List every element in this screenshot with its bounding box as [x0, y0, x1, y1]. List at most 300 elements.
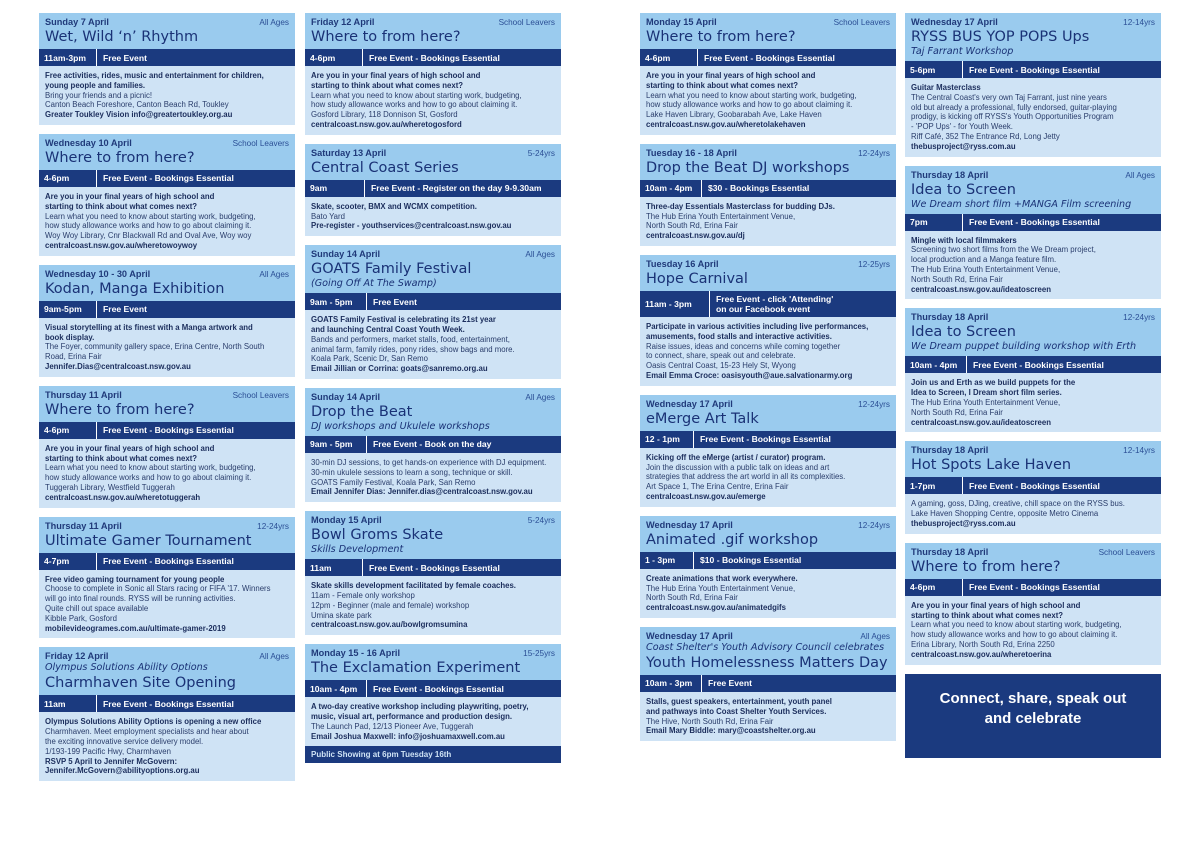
event-text-line: Screening two short films from the We Dream project,	[911, 245, 1096, 255]
event-description	[640, 66, 896, 135]
event-text-line: starting to think about what comes next?	[45, 201, 198, 211]
event-date: Saturday 13 April	[311, 147, 387, 158]
event-time: 10am - 4pm	[305, 680, 367, 697]
event-header	[640, 144, 896, 180]
event-description	[905, 596, 1161, 665]
event-contact-link[interactable]: centralcoast.nsw.gov.au/dj	[646, 231, 745, 241]
event-booking: Free Event - Bookings Essential	[103, 173, 234, 184]
event-title: Animated .gif workshop	[646, 531, 819, 548]
event-title: Where to from here?	[911, 558, 1061, 575]
event-booking: Free Event - Bookings Essential	[704, 52, 835, 63]
event-info-bar	[640, 552, 896, 569]
event-header	[305, 511, 561, 559]
event-text-line: Skate, scooter, BMX and WCMX competition.	[311, 201, 477, 211]
event-contact-link[interactable]: centralcoast.nsw.gov.au/wheretogosford	[311, 119, 462, 129]
event-date: Thursday 11 April	[45, 389, 122, 400]
event-contact-link[interactable]: Pre-register - youthservices@centralcoast.nsw.gov.au	[311, 221, 512, 231]
event-time: 9am-5pm	[39, 301, 97, 318]
event-footnote: Public Showing at 6pm Tuesday 16th	[305, 746, 561, 763]
event-text-line: amusements, food stalls and interactive activities.	[646, 331, 832, 341]
event-text-line: Lake Haven Shopping Centre, opposite Metro Cinema	[911, 509, 1099, 519]
event-contact-link[interactable]: centralcoast.nsw.gov.au/emerge	[646, 491, 766, 501]
age-tag: School Leavers	[1098, 547, 1155, 557]
event-text-line: starting to think about what comes next?	[911, 610, 1064, 620]
event-text-line: Umina skate park	[311, 610, 372, 620]
age-tag: All Ages	[259, 652, 289, 662]
event-text-line: Learn what you need to know about starting work, budgeting,	[45, 463, 256, 473]
event-info-bar	[305, 49, 561, 66]
event-text-line: Are you in your final years of high school and	[45, 443, 215, 453]
event-time: 11am - 3pm	[640, 291, 710, 317]
event-text-line: Oasis Central Coast, 15-23 Hely St, Wyong	[646, 361, 796, 371]
event-time: 10am - 3pm	[640, 675, 702, 692]
event-info-bar	[305, 180, 561, 197]
event-header	[905, 543, 1161, 579]
event-title: Youth Homelessness Matters Day	[646, 654, 888, 671]
event-booking: $30 - Bookings Essential	[708, 183, 810, 194]
age-tag: All Ages	[525, 250, 555, 260]
event-header	[905, 166, 1161, 214]
event-text-line: Kicking off the eMerge (artist / curator) program.	[646, 452, 826, 462]
event-text-line: 30-min DJ sessions, to get hands-on experience with DJ equipment.	[311, 457, 547, 467]
event-text-line: starting to think about what comes next?	[311, 80, 464, 90]
age-tag: 5-24yrs	[527, 148, 555, 158]
event-title: Central Coast Series	[311, 159, 459, 176]
event-card	[39, 13, 295, 125]
event-date: Monday 15 - 16 April	[311, 648, 401, 659]
event-text-line: The Launch Pad, 12/13 Pioneer Ave, Tuggerah	[311, 721, 474, 731]
event-header	[305, 144, 561, 180]
event-title: eMerge Art Talk	[646, 410, 759, 427]
event-title: Drop the Beat DJ workshops	[646, 159, 850, 176]
event-text-line: how study allowance works and how to go about claiming it.	[45, 221, 252, 231]
event-booking: Free Event - Bookings Essential	[103, 425, 234, 436]
event-info-bar	[905, 356, 1161, 373]
event-booking: Free Event - Bookings Essential	[373, 683, 504, 694]
event-date: Thursday 11 April	[45, 520, 122, 531]
event-header	[39, 647, 295, 695]
event-text-line: starting to think about what comes next?	[646, 80, 799, 90]
event-title: Idea to Screen	[911, 324, 1016, 341]
event-header	[39, 13, 295, 49]
event-title: Where to from here?	[646, 29, 796, 45]
event-title: Bowl Groms Skate	[311, 527, 444, 544]
event-booking: Free Event - Bookings Essential	[969, 217, 1100, 228]
event-text-line: Learn what you need to know about starting work, budgeting,	[911, 620, 1122, 630]
event-description	[305, 66, 561, 135]
age-tag: 12-14yrs	[1123, 18, 1155, 27]
event-card	[39, 386, 295, 508]
event-time: 10am - 4pm	[640, 180, 702, 197]
event-text-line: Stalls, guest speakers, entertainment, youth panel	[646, 696, 832, 706]
event-info-bar	[305, 559, 561, 576]
event-text-line: how study allowance works and how to go about claiming it.	[646, 100, 853, 110]
age-tag: 12-24yrs	[858, 148, 890, 158]
event-card	[305, 511, 561, 635]
event-text-line: Guitar Masterclass	[911, 83, 981, 92]
event-header	[39, 134, 295, 170]
event-text-line: and pathways into Coast Shelter Youth Services.	[646, 706, 827, 716]
event-text-line: prodigy, is kicking off RYSS's Youth Opportunities Program	[911, 112, 1114, 122]
event-header	[305, 388, 561, 436]
event-header	[905, 308, 1161, 356]
event-info-bar	[905, 477, 1161, 494]
event-title: Hope Carnival	[646, 270, 748, 287]
event-contact-link[interactable]: centralcoast.nsw.gov.au/wheretoerina	[911, 649, 1052, 659]
event-contact-link[interactable]: centralcoast.nsw.gov.au/bowlgromsumina	[311, 620, 468, 630]
event-description	[39, 439, 295, 508]
event-card	[640, 144, 896, 246]
event-time: 9am - 5pm	[305, 436, 367, 453]
event-description	[640, 692, 896, 741]
event-card	[640, 627, 896, 741]
event-info-bar	[39, 553, 295, 570]
event-info-bar	[640, 291, 896, 317]
event-title: The Exclamation Experiment	[311, 660, 521, 677]
event-time: 5-6pm	[905, 61, 963, 78]
event-booking: Free Event - Register on the day 9-9.30am	[371, 183, 542, 194]
event-text-line: old but already a professional, fully endorsed, guitar-playing	[911, 102, 1117, 112]
event-time: 4-6pm	[39, 170, 97, 187]
event-text-line: A two-day creative workshop including playwriting, poetry,	[311, 702, 529, 712]
event-text-line: Bring your friends and a picnic!	[45, 90, 153, 100]
event-card	[39, 647, 295, 781]
event-booking: Free Event - Bookings Essential	[969, 480, 1100, 491]
event-description	[305, 310, 561, 379]
event-booking	[710, 291, 839, 317]
event-text-line: Free video gaming tournament for young people	[45, 574, 225, 584]
event-text-line: Riff Café, 352 The Entrance Rd, Long Jetty	[911, 131, 1060, 141]
age-tag: 15-25yrs	[523, 649, 555, 659]
event-header	[905, 441, 1161, 477]
event-description	[305, 197, 561, 236]
event-description	[39, 712, 295, 781]
event-contact-link[interactable]: centralcoast.nsw.gov.au/wheretolakehaven	[646, 119, 806, 129]
event-text-line: Mingle with local filmmakers	[911, 235, 1017, 245]
age-tag: 12-24yrs	[858, 399, 890, 409]
event-text-line: Gosford Library, 118 Donnison St, Gosford	[311, 110, 458, 120]
event-header	[640, 627, 896, 675]
event-date: Friday 12 April	[311, 17, 375, 27]
event-title: Charmhaven Site Opening	[45, 675, 237, 692]
event-text-line: The Hub Erina Youth Entertainment Venue,	[646, 211, 796, 221]
event-date: Thursday 18 April	[911, 169, 989, 180]
event-date: Sunday 7 April	[45, 17, 109, 27]
event-text-line: Koala Park, Scenic Dr, San Remo	[311, 354, 429, 364]
event-title: Where to from here?	[45, 149, 195, 166]
event-booking-line: on our Facebook event	[716, 303, 811, 314]
event-card	[305, 144, 561, 236]
event-contact-link[interactable]: Email Joshua Maxwell: info@joshuamaxwell.com.au	[311, 731, 505, 741]
event-date: Tuesday 16 April	[646, 258, 719, 269]
event-text-line: Road, Erina Fair	[45, 352, 102, 362]
event-text-line: Learn what you need to know about starting work, budgeting,	[311, 90, 522, 100]
event-text-line: Olympus Solutions Ability Options is opening a new office	[45, 717, 262, 727]
event-text-line: Woy Woy Library, Cnr Blackwall Rd and Oval Ave, Woy woy	[45, 231, 252, 241]
event-info-bar	[640, 431, 896, 448]
event-subtitle: Skills Development	[311, 544, 404, 556]
event-contact-link[interactable]: thebusproject@ryss.com.au	[911, 141, 1016, 151]
event-column-1	[39, 13, 295, 790]
event-contact-link[interactable]: centralcoast.nsw.gov.au/ideatoscreen	[911, 284, 1051, 294]
event-contact-link[interactable]: thebusproject@ryss.com.au	[911, 518, 1016, 528]
event-text-line: North South Rd, Erina Fair	[646, 221, 738, 231]
event-text-line: Learn what you need to know about starting work, budgeting,	[646, 90, 857, 100]
event-card	[640, 255, 896, 386]
event-date: Monday 15 April	[646, 17, 717, 27]
event-card	[905, 308, 1161, 432]
event-text-line: Canton Beach Foreshore, Canton Beach Rd, Toukley	[45, 100, 229, 110]
event-text-line: local production and a Manga feature film.	[911, 255, 1057, 265]
event-header	[39, 265, 295, 301]
age-tag: All Ages	[860, 631, 890, 641]
event-text-line: The Hub Erina Youth Entertainment Venue,	[646, 583, 796, 593]
event-header	[640, 516, 896, 552]
age-tag: School Leavers	[232, 390, 289, 400]
event-card	[305, 13, 561, 135]
event-text-line: Choose to complete in Sonic all Stars racing or FIFA '17. Winners	[45, 584, 271, 594]
event-title: Ultimate Gamer Tournament	[45, 532, 252, 549]
event-title: Where to from here?	[45, 401, 195, 418]
event-date: Tuesday 16 - 18 April	[646, 147, 737, 158]
age-tag: 12-25yrs	[858, 259, 890, 269]
age-tag: All Ages	[1125, 170, 1155, 180]
event-text-line: Learn what you need to know about starting work, budgeting,	[45, 211, 256, 221]
event-card	[905, 543, 1161, 665]
event-description	[640, 448, 896, 507]
event-text-line: Are you in your final years of high school and	[911, 600, 1081, 610]
event-card	[905, 166, 1161, 300]
age-tag: 12-24yrs	[257, 521, 289, 531]
age-tag: School Leavers	[498, 18, 555, 27]
event-text-line: The Hub Erina Youth Entertainment Venue,	[911, 397, 1061, 407]
event-booking: Free Event - Bookings Essential	[700, 434, 831, 445]
event-text-line: Erina Library, North South Rd, Erina 2250	[911, 639, 1055, 649]
event-text-line: North South Rd, Erina Fair	[646, 593, 738, 603]
event-text-line: music, visual art, performance and production design.	[311, 711, 513, 721]
event-contact-link[interactable]: Email Jillian or Corrina: goats@sanremo.org.au	[311, 364, 488, 374]
event-booking: Free Event - Bookings Essential	[103, 698, 234, 709]
event-card	[905, 441, 1161, 533]
event-time: 4-6pm	[905, 579, 963, 596]
event-text-line: North South Rd, Erina Fair	[911, 407, 1003, 417]
event-text-line: Are you in your final years of high school and	[45, 191, 215, 201]
event-date: Wednesday 17 April	[646, 519, 733, 530]
age-tag: School Leavers	[833, 18, 890, 27]
event-card	[640, 395, 896, 507]
event-contact-link[interactable]: Jennifer.McGovern@abilityoptions.org.au	[45, 766, 200, 776]
event-time: 1-7pm	[905, 477, 963, 494]
event-date: Wednesday 17 April	[911, 17, 998, 27]
event-text-line: how study allowance works and how to go about claiming it.	[45, 473, 252, 483]
event-text-line: The Hive, North South Rd, Erina Fair	[646, 716, 774, 726]
event-description	[39, 318, 295, 377]
event-card	[640, 13, 896, 135]
event-subtitle: DJ workshops and Ukulele workshops	[311, 420, 490, 432]
event-header	[640, 395, 896, 431]
event-contact-link[interactable]: mobilevideogrames.com.au/ultimate-gamer-2019	[45, 623, 226, 633]
event-contact-link[interactable]: centralcoast.nsw.gov.au/animatedgifs	[646, 603, 786, 613]
event-header	[640, 13, 896, 49]
event-header	[39, 517, 295, 553]
event-header	[640, 255, 896, 291]
event-booking: Free Event - Bookings Essential	[369, 562, 500, 573]
event-date: Thursday 18 April	[911, 445, 989, 456]
event-text-line: young people and families.	[45, 80, 146, 90]
event-text-line: North South Rd, Erina Fair	[911, 274, 1003, 284]
event-title: RYSS BUS YOP POPS Ups	[911, 29, 1090, 45]
event-contact-link[interactable]: Greater Toukley Vision info@greatertoukley.org.au	[45, 110, 233, 120]
event-subtitle: (Going Off At The Swamp)	[311, 278, 437, 290]
event-booking: Free Event - Bookings Essential	[969, 64, 1100, 75]
event-info-bar	[305, 436, 561, 453]
event-text-line: Create animations that work everywhere.	[646, 573, 798, 583]
event-description	[640, 569, 896, 618]
event-time: 11am	[305, 559, 363, 576]
event-text-line: Bands and performers, market stalls, food, entertainment,	[311, 334, 510, 344]
age-tag: 12-24yrs	[858, 520, 890, 530]
event-description	[305, 453, 561, 502]
event-header	[305, 245, 561, 293]
event-description	[905, 494, 1161, 533]
event-text-line: Three-day Essentials Masterclass for budding DJs.	[646, 201, 835, 211]
event-booking: Free Event	[103, 52, 147, 63]
event-text-line: how study allowance works and how to go about claiming it.	[911, 630, 1118, 640]
event-pretitle: Olympus Solutions Ability Options	[45, 662, 208, 674]
age-tag: 5-24yrs	[527, 516, 555, 526]
event-text-line: Quite chill out space available	[45, 603, 149, 613]
event-time: 10am - 4pm	[905, 356, 967, 373]
event-subtitle: Taj Farrant Workshop	[911, 46, 1014, 57]
event-subtitle: We Dream puppet building workshop with Erth	[911, 341, 1137, 353]
event-date: Friday 12 April	[45, 651, 109, 662]
event-description	[640, 197, 896, 246]
event-date: Sunday 14 April	[311, 391, 381, 402]
event-card	[305, 388, 561, 502]
event-text-line: Free activities, rides, music and entertainment for children,	[45, 71, 264, 80]
event-booking: Free Event - Bookings Essential	[969, 582, 1100, 593]
event-description	[39, 570, 295, 639]
event-time: 4-6pm	[39, 422, 97, 439]
connect-banner	[905, 674, 1161, 758]
connect-line-2: and celebrate	[984, 709, 1082, 727]
event-time: 11am	[39, 695, 97, 712]
event-date: Monday 15 April	[311, 515, 382, 526]
event-text-line: Lake Haven Library, Goobarabah Ave, Lake Haven	[646, 110, 822, 120]
event-text-line: and launching Central Coast Youth Week.	[311, 324, 465, 334]
event-description	[305, 697, 561, 746]
event-info-bar	[305, 680, 561, 697]
event-info-bar	[39, 695, 295, 712]
event-time: 9am	[305, 180, 365, 197]
event-booking: $10 - Bookings Essential	[700, 555, 802, 566]
event-date: Thursday 18 April	[911, 546, 989, 557]
event-contact-link[interactable]: centralcoast.nsw.gov.au/wheretowoywoy	[45, 240, 198, 250]
event-date: Sunday 14 April	[311, 249, 381, 260]
event-text-line: Idea to Screen, I Dream short film series.	[911, 388, 1062, 398]
event-time: 4-6pm	[305, 49, 363, 66]
event-text-line: strategies that address the art world in all its complexities.	[646, 472, 846, 482]
event-contact-link[interactable]: Email Emma Croce: oasisyouth@aue.salvationarmy.org	[646, 370, 853, 380]
age-tag: 12-24yrs	[1123, 313, 1155, 323]
event-text-line: 30-min ukulele sessions to learn a song, technique or skill.	[311, 467, 513, 477]
event-info-bar	[640, 675, 896, 692]
event-info-bar	[305, 293, 561, 310]
event-text-line: Kibble Park, Gosford	[45, 613, 117, 623]
event-info-bar	[39, 422, 295, 439]
event-subtitle: We Dream short film +MANGA Film screening	[911, 198, 1132, 210]
event-header	[305, 644, 561, 680]
event-text-line: Raise issues, ideas and concerns while coming together	[646, 341, 841, 351]
event-header	[305, 13, 561, 49]
event-info-bar	[640, 180, 896, 197]
event-text-line: GOATS Family Festival, Koala Park, San Remo	[311, 477, 476, 487]
event-title: GOATS Family Festival	[311, 261, 472, 278]
event-header	[905, 13, 1161, 61]
age-tag: All Ages	[259, 269, 289, 279]
event-booking: Free Event - Bookings Essential	[369, 52, 500, 63]
event-time: 4-7pm	[39, 553, 97, 570]
age-tag: 12-14yrs	[1123, 446, 1155, 456]
event-contact-link[interactable]: Email Jennifer Dias: Jennifer.dias@centralcoast.nsw.gov.au	[311, 487, 533, 497]
event-text-line: Charmhaven. Meet employment specialists and hear about	[45, 727, 249, 737]
event-info-bar	[905, 214, 1161, 231]
event-title: Kodan, Manga Exhibition	[45, 280, 225, 297]
event-card	[305, 644, 561, 763]
event-text-line: animal farm, family rides, pony rides, show bags and more.	[311, 344, 515, 354]
event-date: Wednesday 10 April	[45, 137, 132, 148]
event-contact-link[interactable]: centralcoast.nsw.gov.au/ideatoscreen	[911, 417, 1051, 427]
event-contact-link[interactable]: centralcoast.nsw.gov.au/wheretotuggerah	[45, 492, 201, 502]
event-date: Wednesday 10 - 30 April	[45, 268, 151, 279]
event-time: 9am - 5pm	[305, 293, 367, 310]
event-description	[39, 66, 295, 125]
event-description	[39, 187, 295, 256]
event-text-line: will go into final rounds. RYSS will be running activities.	[45, 594, 236, 604]
event-text-line: the exciting innovative service delivery model.	[45, 736, 204, 746]
event-column-2	[305, 13, 561, 772]
event-time: 1 - 3pm	[640, 552, 694, 569]
event-info-bar	[905, 579, 1161, 596]
event-text-line: The Foyer, community gallery space, Erina Centre, North South	[45, 342, 265, 352]
event-description	[640, 317, 896, 386]
event-info-bar	[39, 170, 295, 187]
event-text-line: Skate skills development facilitated by female coaches.	[311, 581, 516, 591]
event-date: Wednesday 17 April	[646, 398, 733, 409]
event-text-line: Tuggerah Library, Westfield Tuggerah	[45, 482, 175, 492]
event-date: Wednesday 17 April	[646, 630, 733, 641]
connect-line-1: Connect, share, speak out	[939, 689, 1127, 707]
event-text-line: 1/193-199 Pacific Hwy, Charmhaven	[45, 746, 171, 756]
event-text-line: The Central Coast's very own Taj Farrant, just nine years	[911, 92, 1107, 102]
event-date: Thursday 18 April	[911, 312, 989, 323]
event-booking: Free Event	[373, 296, 417, 307]
event-pretitle: Coast Shelter's Youth Advisory Council celebrates	[646, 641, 885, 653]
event-contact-link[interactable]: RSVP 5 April to Jennifer McGovern:	[45, 756, 178, 766]
event-card	[905, 13, 1161, 157]
event-time: 11am-3pm	[39, 49, 97, 66]
event-text-line: GOATS Family Festival is celebrating its 21st year	[311, 315, 496, 325]
event-column-4	[905, 13, 1161, 758]
event-description	[905, 78, 1161, 157]
event-text-line: The Hub Erina Youth Entertainment Venue,	[911, 264, 1061, 274]
event-booking-line: Free Event - click 'Attending'	[716, 293, 834, 304]
event-contact-link[interactable]: Email Mary Biddle: mary@coastshelter.org.au	[646, 726, 816, 736]
event-text-line: Art Space 1, The Erina Centre, Erina Fair	[646, 482, 789, 492]
event-contact-link[interactable]: Jennifer.Dias@centralcoast.nsw.gov.au	[45, 361, 191, 371]
event-booking: Free Event	[708, 678, 752, 689]
event-card	[39, 517, 295, 639]
